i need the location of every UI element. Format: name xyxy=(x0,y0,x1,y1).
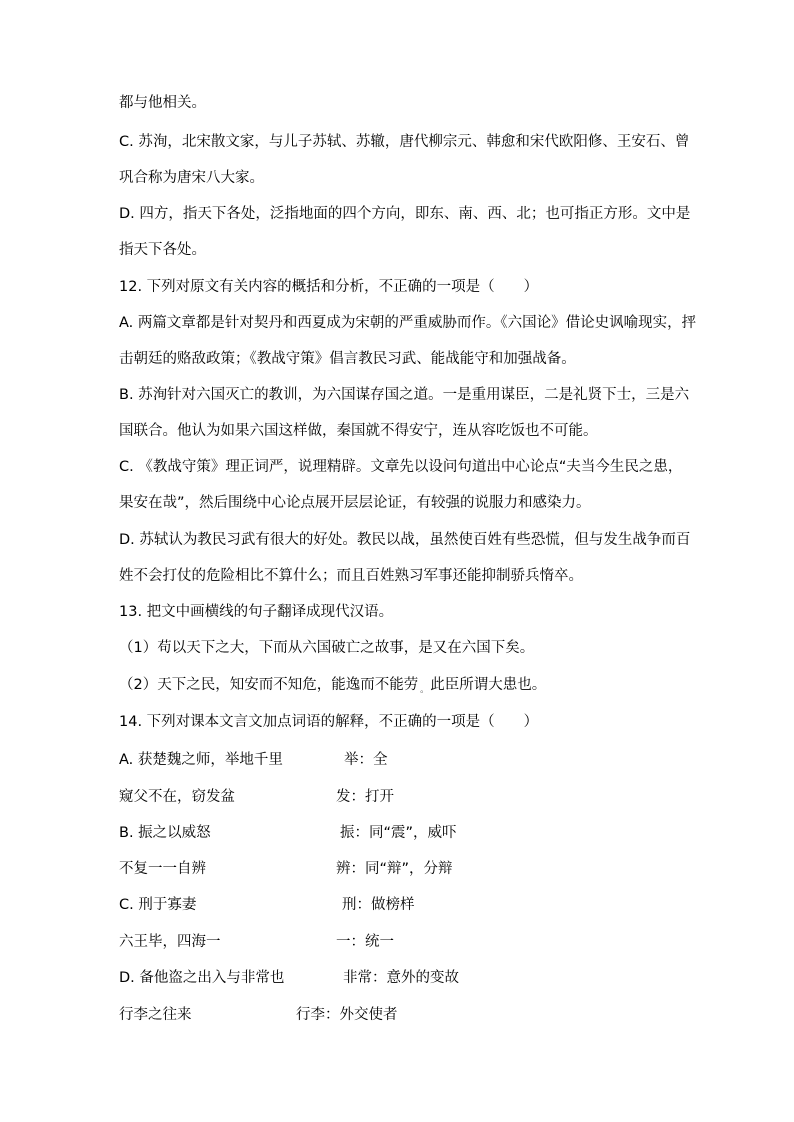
question-13-title: 13. 把文中画横线的句子翻译成现代汉语。 xyxy=(119,604,394,620)
q14-option-c-phrase-1: C. 刑于寡妻 xyxy=(119,897,197,913)
option-c-line-1: C. 苏洵，北宋散文家，与儿子苏轼、苏辙，唐代柳宗元、韩愈和宋代欧阳修、王安石、曾 xyxy=(119,134,690,150)
q14-option-a-gloss-2: 发：打开 xyxy=(336,789,394,805)
q12-option-c-line-1: C. 《教战守策》理正词严，说理精辟。文章先以设问句道出中心论点“夫当今生民之患， xyxy=(119,459,683,475)
q12-option-a-line-1: A. 两篇文章都是针对契丹和西夏成为宋朝的严重威胁而作。《六国论》借论史讽喻现实，抨 xyxy=(119,315,697,331)
q13-sentence-2-part-a: （2）天下之民，知安而不知危，能逸而不能劳 xyxy=(119,677,419,693)
q13-sentence-2 xyxy=(119,675,546,700)
option-d-line-1: D. 四方，指天下各处，泛指地面的四个方向，即东、南、西、北；也可指正方形。文中是 xyxy=(119,206,691,222)
q14-option-b-gloss-1: 振：同“震”，威吓 xyxy=(340,825,457,841)
q14-option-b-phrase-1: B. 振之以威怒 xyxy=(119,825,211,841)
q14-option-d-phrase-2: 行李之往来 xyxy=(119,1007,192,1023)
q14-option-c-gloss-2: 一：统一 xyxy=(336,934,394,950)
q12-option-b-line-2: 国联合。他认为如果六国这样做，秦国就不得安宁，连从容吃饭也不可能。 xyxy=(119,423,598,439)
q14-option-a-phrase-1: A. 获楚魏之师，举地千里 xyxy=(119,752,283,768)
q14-option-b-phrase-2: 不复一一自辨 xyxy=(119,861,206,877)
q14-option-d-gloss-1: 非常：意外的变故 xyxy=(343,970,459,986)
q13-small-period-mark: 。 xyxy=(420,685,429,694)
option-d-line-2: 指天下各处。 xyxy=(119,242,206,258)
question-14-title: 14. 下列对课本文言文加点词语的解释，不正确的一项是（ ） xyxy=(119,714,539,730)
q14-option-a-gloss-1: 举：全 xyxy=(344,752,388,768)
q13-sentence-1: （1）苟以天下之大，下而从六国破亡之故事，是又在六国下矣。 xyxy=(119,640,535,656)
q12-option-b-line-1: B. 苏洵针对六国灭亡的教训，为六国谋存国之道。一是重用谋臣，二是礼贤下士，三是六 xyxy=(119,387,690,403)
q12-option-d-line-2: 姓不会打仗的危险相比不算什么；而且百姓熟习军事还能抑制骄兵惰卒。 xyxy=(119,568,583,584)
q14-option-d-gloss-2: 行李：外交使者 xyxy=(296,1007,398,1023)
q14-option-b-gloss-2: 辨：同“辩”，分辩 xyxy=(336,861,453,877)
q12-option-a-line-2: 击朝廷的赂敌政策；《教战守策》倡言教民习武、能战能守和加强战备。 xyxy=(119,351,576,367)
option-c-line-2: 巩合称为唐宋八大家。 xyxy=(119,170,264,186)
q14-option-d-phrase-1: D. 备他盗之出入与非常也 xyxy=(119,970,285,986)
q14-option-a-phrase-2: 窥父不在，窃发盆 xyxy=(119,789,235,805)
question-12-title: 12. 下列对原文有关内容的概括和分析，不正确的一项是（ ） xyxy=(119,279,539,295)
q14-option-c-gloss-1: 刑：做榜样 xyxy=(342,897,415,913)
q14-option-c-phrase-2: 六王毕，四海一 xyxy=(119,934,221,950)
q13-sentence-2-part-b: 此臣所谓大患也。 xyxy=(430,677,547,693)
q12-option-c-line-2: 果安在哉”，然后围绕中心论点展开层层论证，有较强的说服力和感染力。 xyxy=(119,495,591,511)
text-line-prev-answer-end: 都与他相关。 xyxy=(119,95,206,111)
q12-option-d-line-1: D. 苏轼认为教民习武有很大的好处。教民以战，虽然使百姓有些恐慌，但与发生战争而百 xyxy=(119,532,691,548)
